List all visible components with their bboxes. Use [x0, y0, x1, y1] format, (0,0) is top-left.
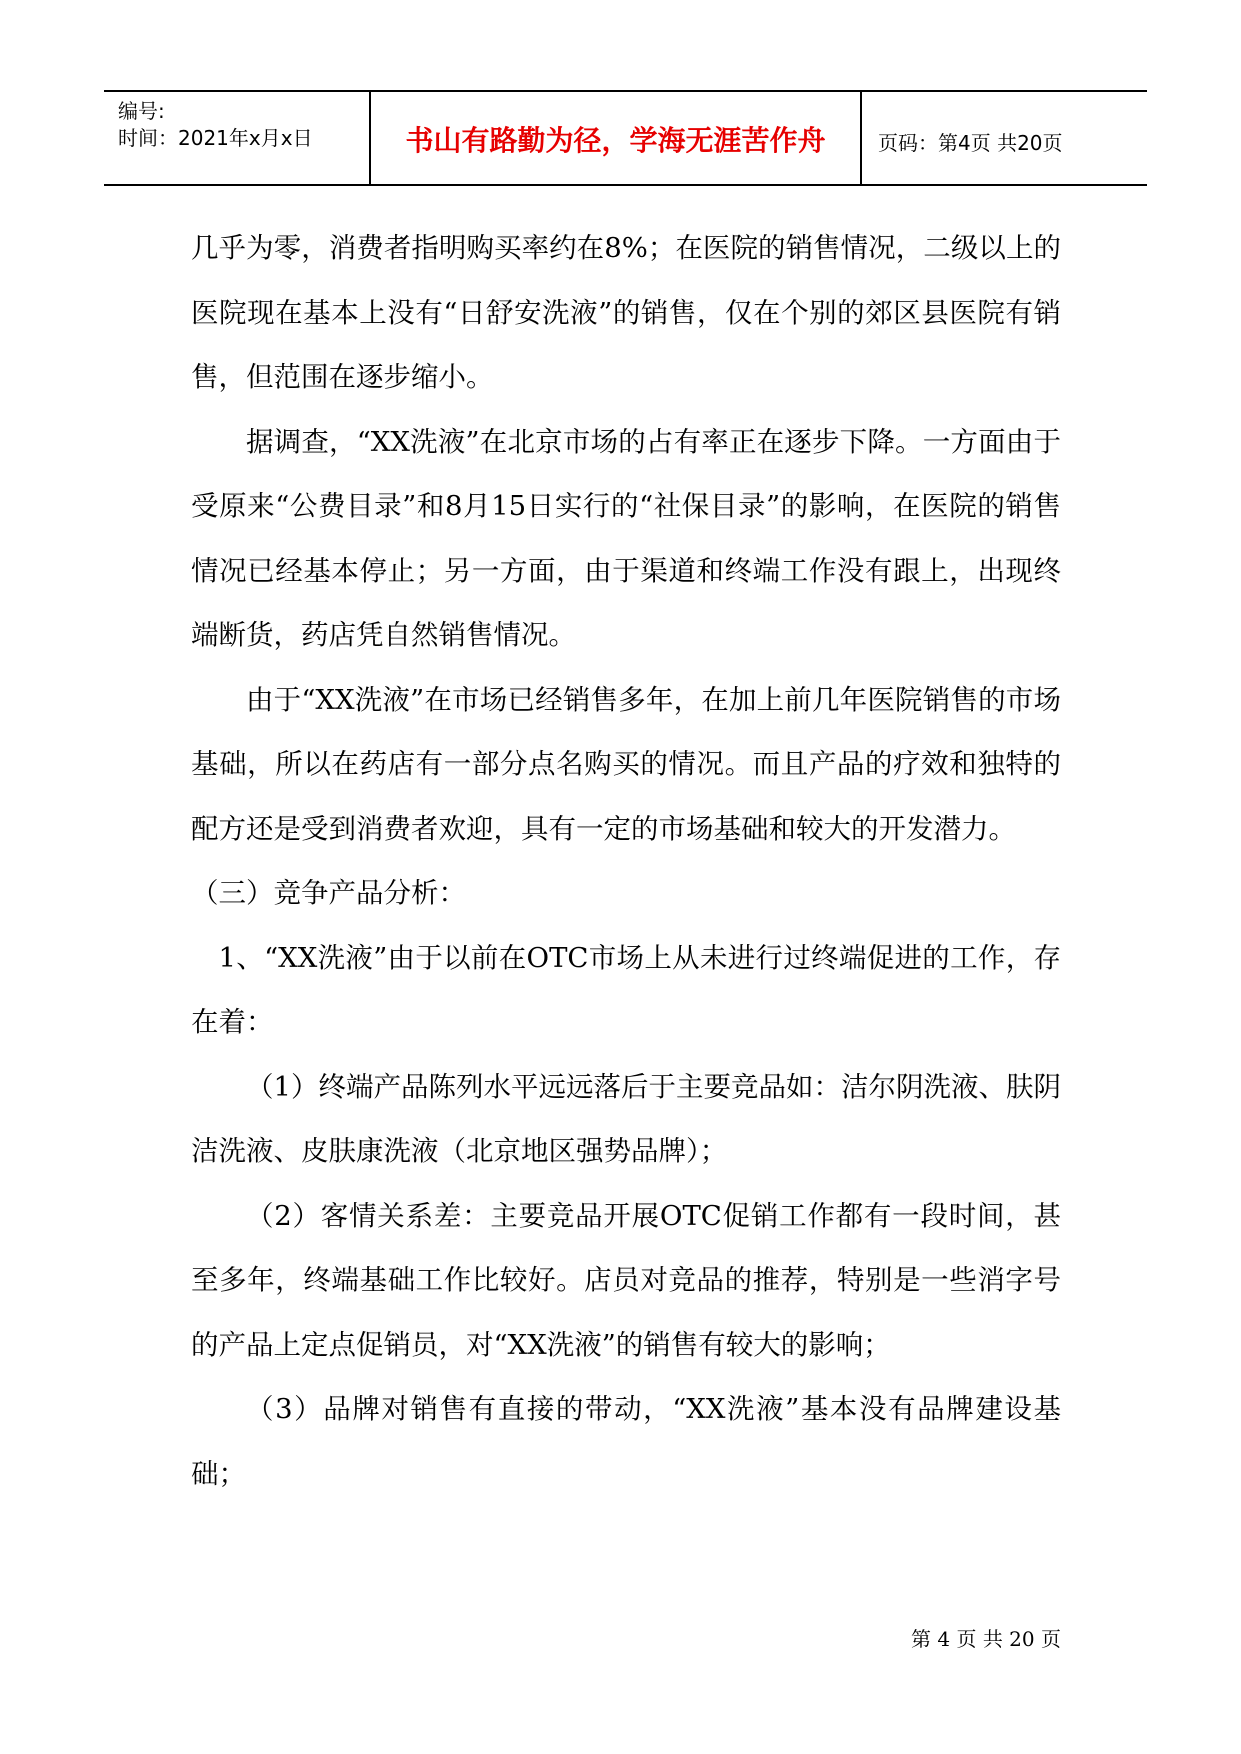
list-item: （2）客情关系差：主要竞品开展OTC促销工作都有一段时间，甚至多年，终端基础工作比较好。店员对竞品的推荐，特别是一些消字号的产品上定点促销员，对“XX洗液”的销售有较大的影响； [191, 1199, 1061, 1361]
header-motto-cell [371, 92, 862, 184]
document-time-label: 时间：2021年x月x日 [118, 126, 313, 150]
header-motto: 书山有路勤为径，学海无涯苦作舟 [405, 124, 826, 157]
header-meta-cell [104, 92, 371, 184]
page-header [104, 90, 1147, 186]
body-paragraph: 1、“XX洗液”由于以前在OTC市场上从未进行过终端促进的工作，存在着： [191, 941, 1061, 1038]
header-page-info: 页码：第4页 共20页 [878, 131, 1063, 155]
page-footer: 第 4 页 共 20 页 [911, 1627, 1061, 1651]
list-item: （1）终端产品陈列水平远远落后于主要竞品如：洁尔阴洗液、肤阴洁洗液、皮肤康洗液（北京地区强势品牌）； [191, 1070, 1061, 1167]
document-body [191, 216, 1061, 1506]
body-paragraph: 几乎为零，消费者指明购买率约在8%；在医院的销售情况，二级以上的医院现在基本上没有“日舒安洗液”的销售，仅在个别的郊区县医院有销售，但范围在逐步缩小。 [191, 232, 1061, 393]
body-paragraph: 据调查，“XX洗液”在北京市场的占有率正在逐步下降。一方面由于受原来“公费目录”和8月15日实行的“社保目录”的影响，在医院的销售情况已经基本停止；另一方面，由于渠道和终端工作没有跟上，出现终端断货，药店凭自然销售情况。 [191, 425, 1061, 651]
body-paragraph: 由于“XX洗液”在市场已经销售多年，在加上前几年医院销售的市场基础，所以在药店有一部分点名购买的情况。而且产品的疗效和独特的配方还是受到消费者欢迎，具有一定的市场基础和较大的开发潜力。 [191, 683, 1061, 845]
list-item: （3）品牌对销售有直接的带动，“XX洗液”基本没有品牌建设基础； [191, 1393, 1061, 1490]
document-number-label: 编号: [118, 99, 165, 123]
section-heading: （三）竞争产品分析： [191, 877, 466, 909]
header-page-cell [862, 92, 1147, 184]
